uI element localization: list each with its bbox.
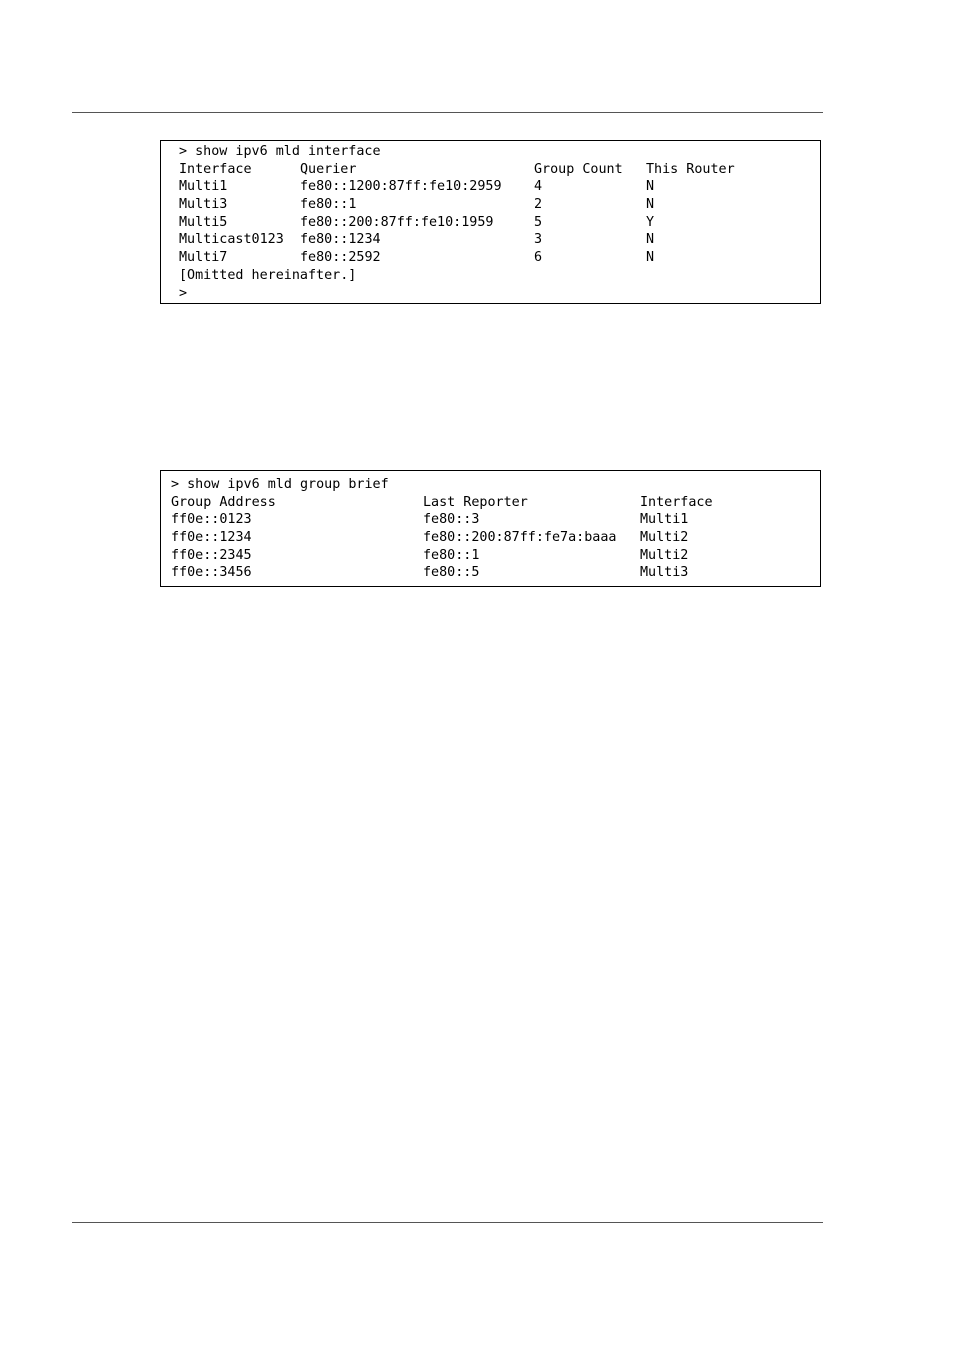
command-line: > show ipv6 mld interface <box>179 144 381 159</box>
table-row <box>171 529 820 547</box>
table-header <box>171 494 820 512</box>
cell-last-reporter: fe80::1 <box>423 547 480 563</box>
table-header <box>179 161 820 179</box>
cell-last-reporter: fe80::200:87ff:fe7a:baaa <box>423 530 617 546</box>
cell-interface: Multi7 <box>179 250 228 266</box>
cell-querier: fe80::200:87ff:fe10:1959 <box>300 214 494 230</box>
cell-last-reporter: fe80::3 <box>423 512 480 528</box>
omitted-note: [Omitted hereinafter.] <box>179 267 357 283</box>
table-row <box>179 178 820 196</box>
table-row <box>179 214 820 232</box>
header-last-reporter: Last Reporter <box>423 494 528 510</box>
cell-group-address: ff0e::3456 <box>171 565 252 581</box>
cell-group-address: ff0e::1234 <box>171 530 252 546</box>
table-row <box>179 249 820 267</box>
table-row <box>171 511 820 529</box>
cell-group-count: 6 <box>534 250 543 266</box>
header-this-router: This Router <box>646 161 735 177</box>
cell-interface: Multi3 <box>640 565 689 581</box>
cell-this-router: N <box>646 232 655 248</box>
footer-rule <box>72 1222 823 1223</box>
header-rule <box>72 112 823 113</box>
cell-querier: fe80::2592 <box>300 250 381 266</box>
cell-group-address: ff0e::0123 <box>171 512 252 528</box>
cell-querier: fe80::1 <box>300 197 357 213</box>
cell-interface: Multi2 <box>640 530 689 546</box>
cell-interface: Multi3 <box>179 197 228 213</box>
command-line: > show ipv6 mld group brief <box>171 477 389 492</box>
cell-group-address: ff0e::2345 <box>171 547 252 563</box>
cell-querier: fe80::1200:87ff:fe10:2959 <box>300 179 502 195</box>
console-mld-group-brief <box>160 470 821 587</box>
table-row <box>171 547 820 565</box>
cell-group-count: 2 <box>534 197 543 213</box>
cell-group-count: 3 <box>534 232 543 248</box>
table-row <box>171 564 820 582</box>
cell-interface: Multi1 <box>179 179 228 195</box>
cell-interface: Multi2 <box>640 547 689 563</box>
cell-interface: Multicast0123 <box>179 232 284 248</box>
cell-this-router: Y <box>646 214 655 230</box>
cell-group-count: 5 <box>534 214 543 230</box>
cell-this-router: N <box>646 179 655 195</box>
cell-this-router: N <box>646 197 655 213</box>
cell-querier: fe80::1234 <box>300 232 381 248</box>
header-interface: Interface <box>640 494 713 510</box>
cell-interface: Multi1 <box>640 512 689 528</box>
table-row <box>179 196 820 214</box>
header-group-address: Group Address <box>171 494 276 510</box>
command-prompt: > <box>179 285 188 301</box>
cell-group-count: 4 <box>534 179 543 195</box>
header-interface: Interface <box>179 161 252 177</box>
table-row <box>179 231 820 249</box>
console-mld-interface <box>160 140 821 304</box>
cell-interface: Multi5 <box>179 214 228 230</box>
header-querier: Querier <box>300 161 357 177</box>
header-group-count: Group Count <box>534 161 623 177</box>
cell-last-reporter: fe80::5 <box>423 565 480 581</box>
cell-this-router: N <box>646 250 655 266</box>
